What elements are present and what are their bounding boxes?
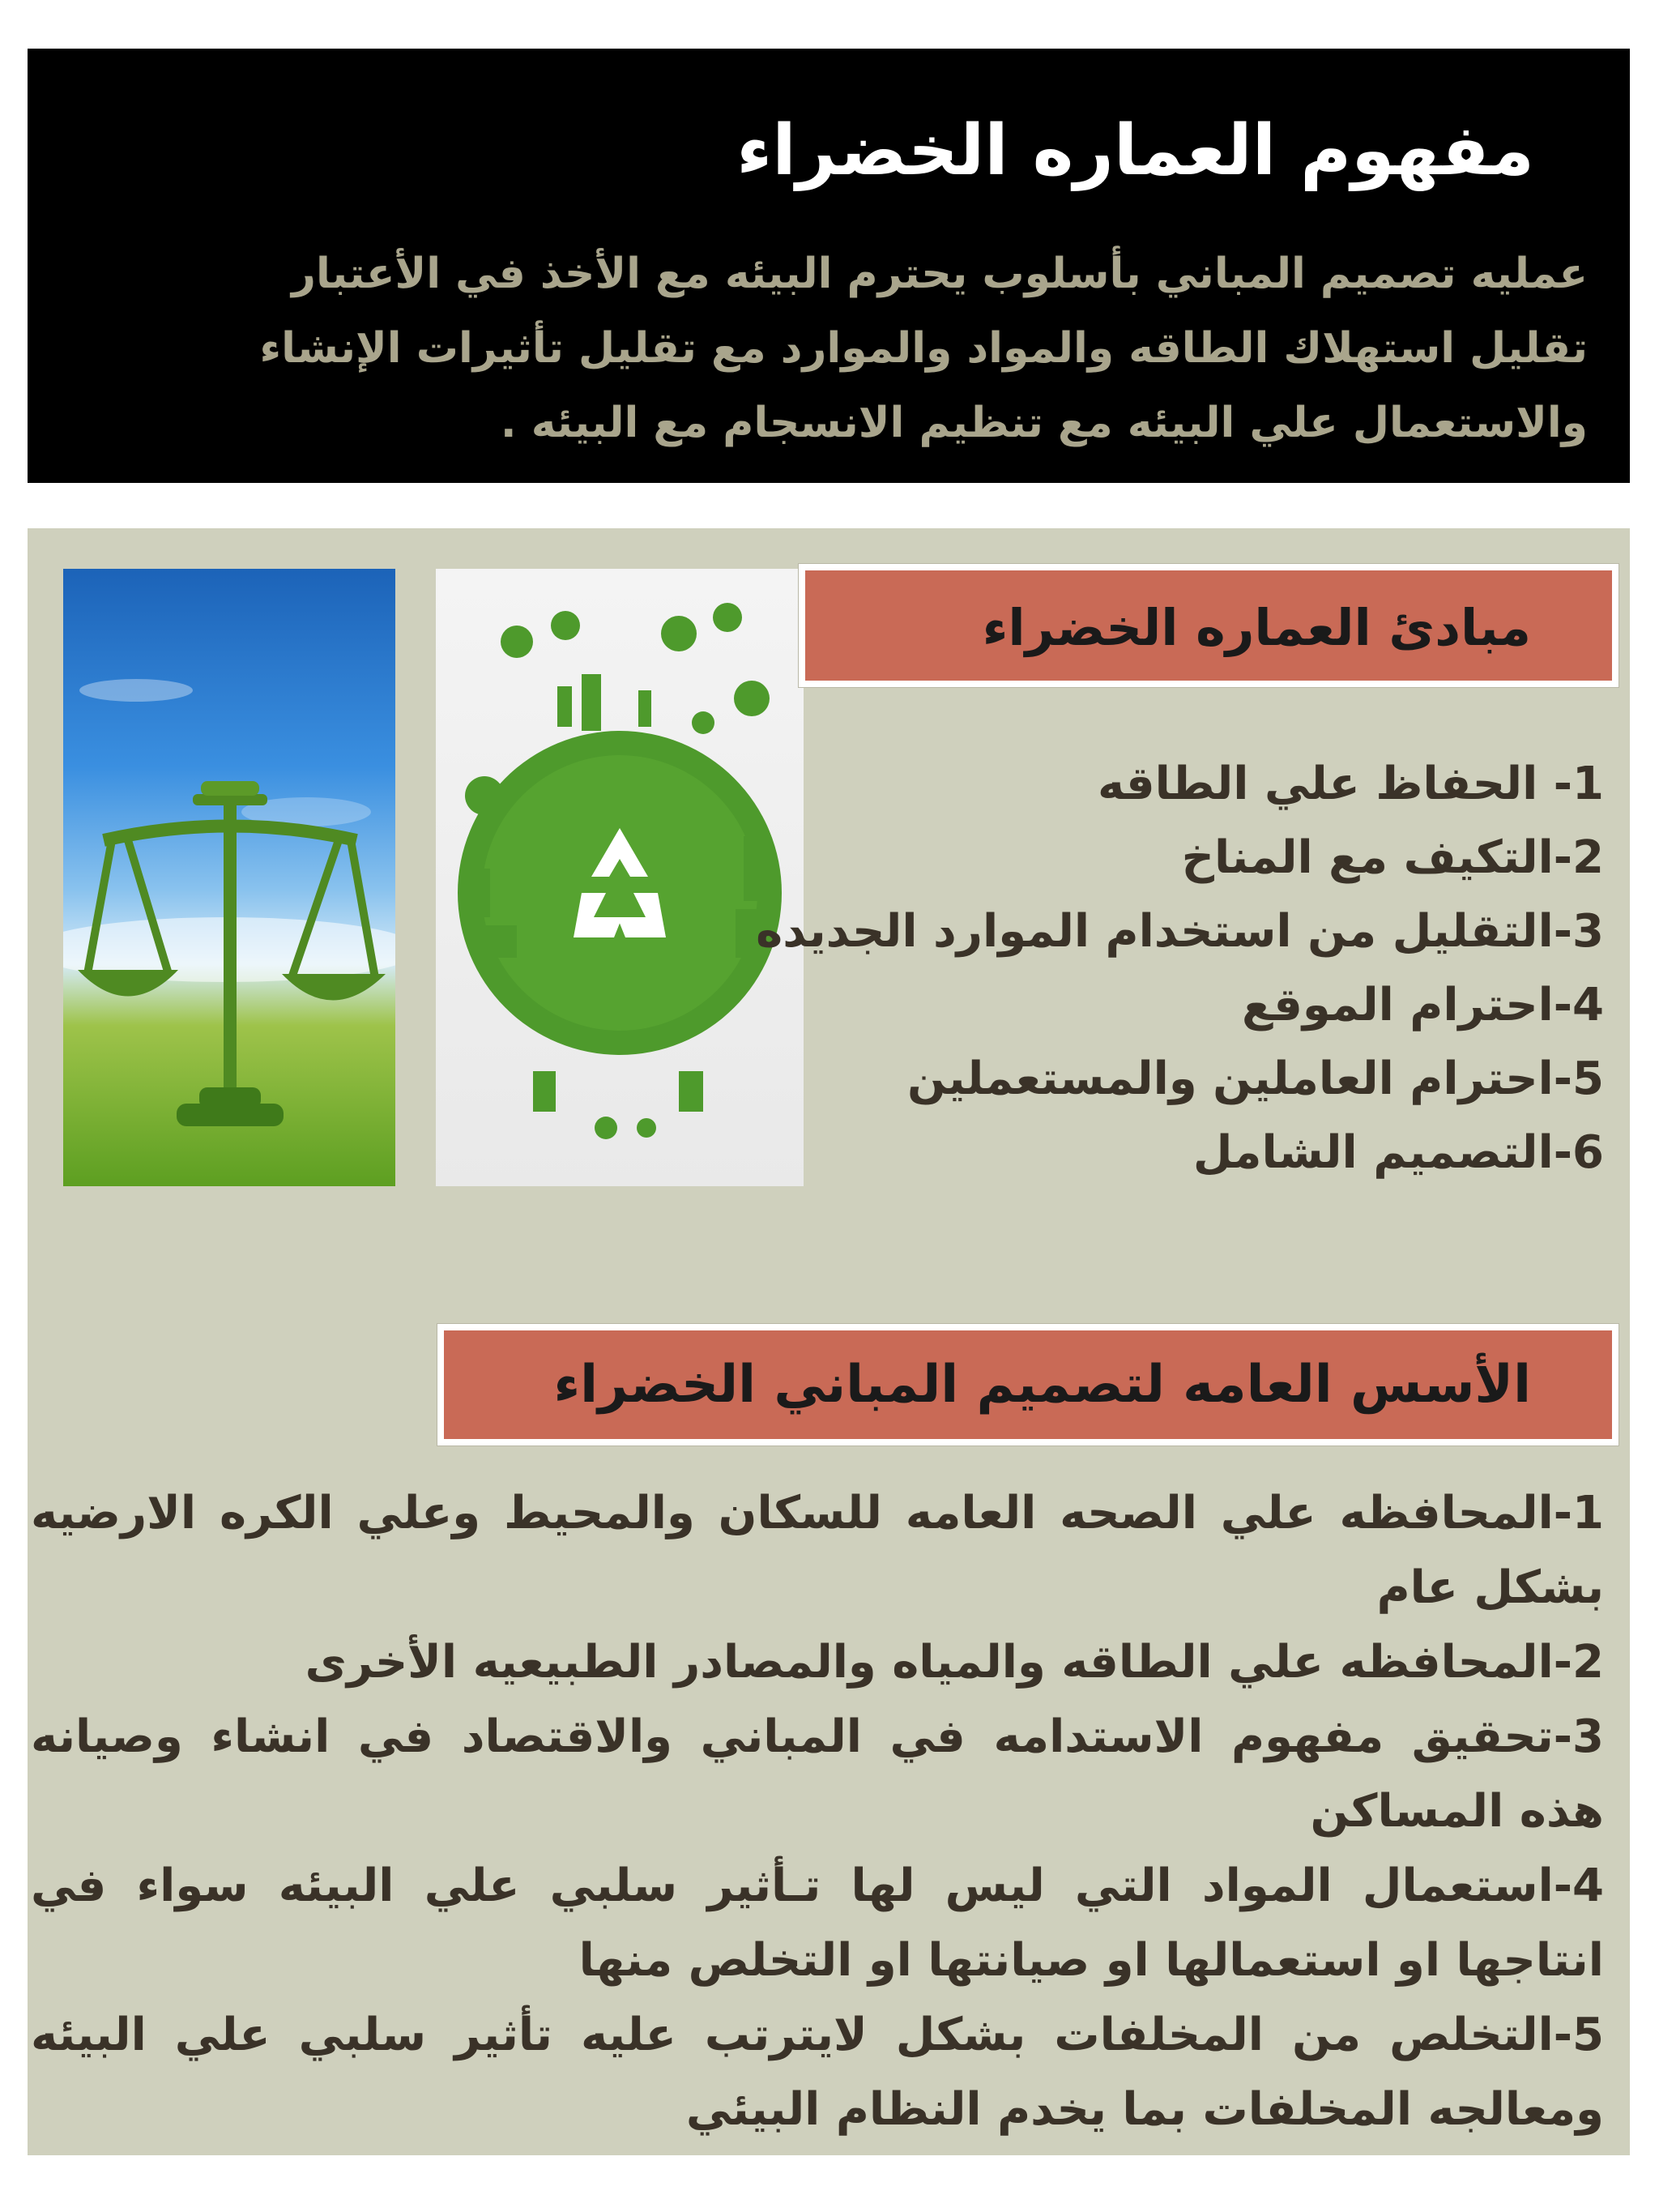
principles-heading: مبادئ العماره الخضراء bbox=[799, 564, 1618, 687]
foundation-item: 5-التخلص من المخلفات بشكل لايترتب عليه تأثير سلبي علي البيئه ومعالجه المخلفات بما يخدم النظام البيئي bbox=[31, 2009, 1604, 2136]
definition-banner bbox=[28, 49, 1630, 483]
foundation-item: 4-استعمال المواد التي ليس لها تـأثير سلبي علي البيئه سواء في انتاجها او استعمالها او صيانتها او التخلص منها bbox=[31, 1860, 1604, 1987]
principle-item: 5-احترام العاملين والمستعملين bbox=[906, 1053, 1604, 1105]
principles-list bbox=[756, 747, 1604, 1189]
foundation-item: 3-تحقيق مفهوم الاستدامه في المباني والاقتصاد في انشاء وصيانه هذه المساكن bbox=[31, 1710, 1604, 1838]
foundations-heading: الأسس العامه لتصميم المباني الخضراء bbox=[437, 1324, 1618, 1445]
principle-item: 3-التقليل من استخدام الموارد الجديده bbox=[756, 905, 1604, 958]
content-panel bbox=[28, 528, 1630, 2155]
foundations-list bbox=[31, 1476, 1604, 2147]
principle-item: 4-احترام الموقع bbox=[1242, 979, 1604, 1031]
balance-scale-image bbox=[63, 569, 395, 1186]
page-title: مفهوم العماره الخضراء bbox=[736, 110, 1534, 191]
principle-item: 1- الحفاظ علي الطاقه bbox=[1098, 758, 1604, 810]
foundation-item: 1-المحافظه علي الصحه العامه للسكان والمحيط وعلي الكره الارضيه بشكل عام bbox=[31, 1487, 1604, 1614]
foundation-item: 2-المحافظه علي الطاقه والمياه والمصادر الطبيعيه الأخرى bbox=[305, 1636, 1604, 1689]
definition-text: عمليه تصميم المباني بأسلوب يحترم البيئه مع الأخذ في الأعتبار تقليل استهلاك الطاقه والمواد والموارد مع تقليل تأثيرات الإنشاء والاستعمال علي البيئه مع تنظيم الانسجام مع البيئه . bbox=[259, 250, 1588, 447]
recycle-globe-image bbox=[436, 569, 804, 1186]
principle-item: 6-التصميم الشامل bbox=[1192, 1126, 1604, 1179]
principle-item: 2-التكيف مع المناخ bbox=[1181, 831, 1604, 884]
